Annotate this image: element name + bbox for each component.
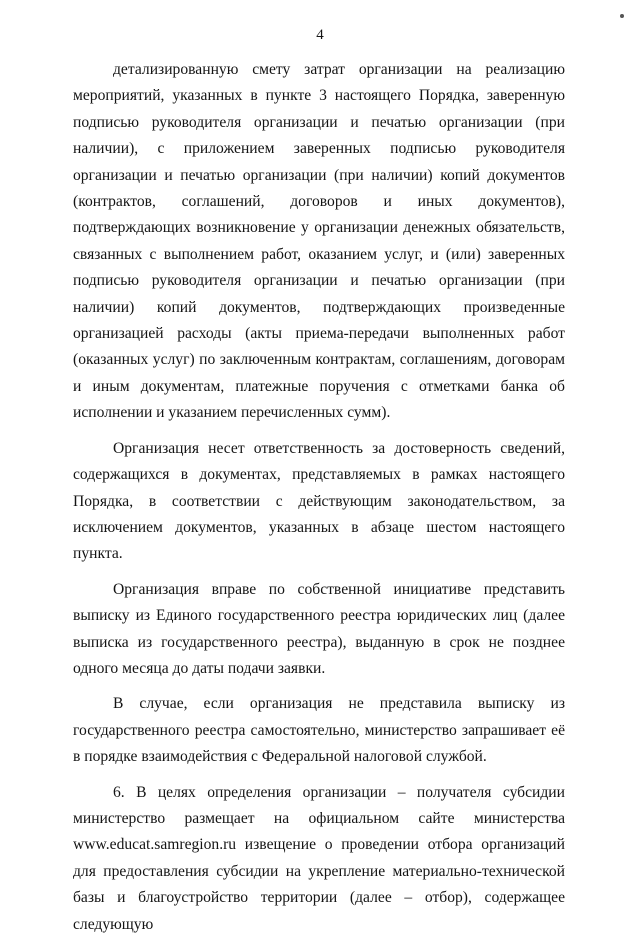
paragraph-registry-extract: Организация вправе по собственной инициативе представить выписку из Единого государственного реестра юридических лиц (далее выписка из государственного реестра), выданную в срок не позднее одного месяца до даты подачи заявки. xyxy=(73,580,565,677)
paragraph-responsibility: Организация несет ответственность за достоверность сведений, содержащихся в документах, представляемых в рамках настоящего Порядка, в соответствии с действующим законодательством, за исключением документов, указанных в абзаце шестом настоящего пункта. xyxy=(73,439,565,563)
paragraph-ministry-request: В случае, если организация не представила выписку из государственного реестра самостоятельно, министерство запрашивает её в порядке взаимодействия с Федеральной налоговой службой. xyxy=(73,695,565,766)
scan-artifact-dot xyxy=(620,14,624,18)
paragraph-estimate-continuation: детализированную смету затрат организации на реализацию мероприятий, указанных в пункте 3 настоящего Порядка, заверенную подписью руководителя организации и печатью организации (при наличии), с приложением заверенных подписью руководителя организации и печатью организации (при наличии) копий документов (контрактов, соглашений, договоров и иных документов), подтверждающих возникновение у организации денежных обязательств, связанных с выполнением работ, оказанием услуг, и (или) заверенных подписью руководителя организации и печатью организации (при наличии) копий документов, подтверждающих произведенные организацией расходы (акты приема-передачи выполненных работ (оказанных услуг) по заключенным контрактам, соглашениям, договорам и иным документам, платежные поручения с отметками банка об исполнении и указанием перечисленных сумм). xyxy=(73,61,565,422)
document-body xyxy=(73,57,565,947)
page-number: 4 xyxy=(316,27,324,43)
paragraph-item-6: 6. В целях определения организации – получателя субсидии министерство размещает на официальном сайте министерства www.educat.samregion.ru извещение о проведении отбора организаций для предоставления субсидии на укрепление материально-технической базы и благоустройство территории (далее – отбор), содержащее следующую xyxy=(73,783,565,933)
